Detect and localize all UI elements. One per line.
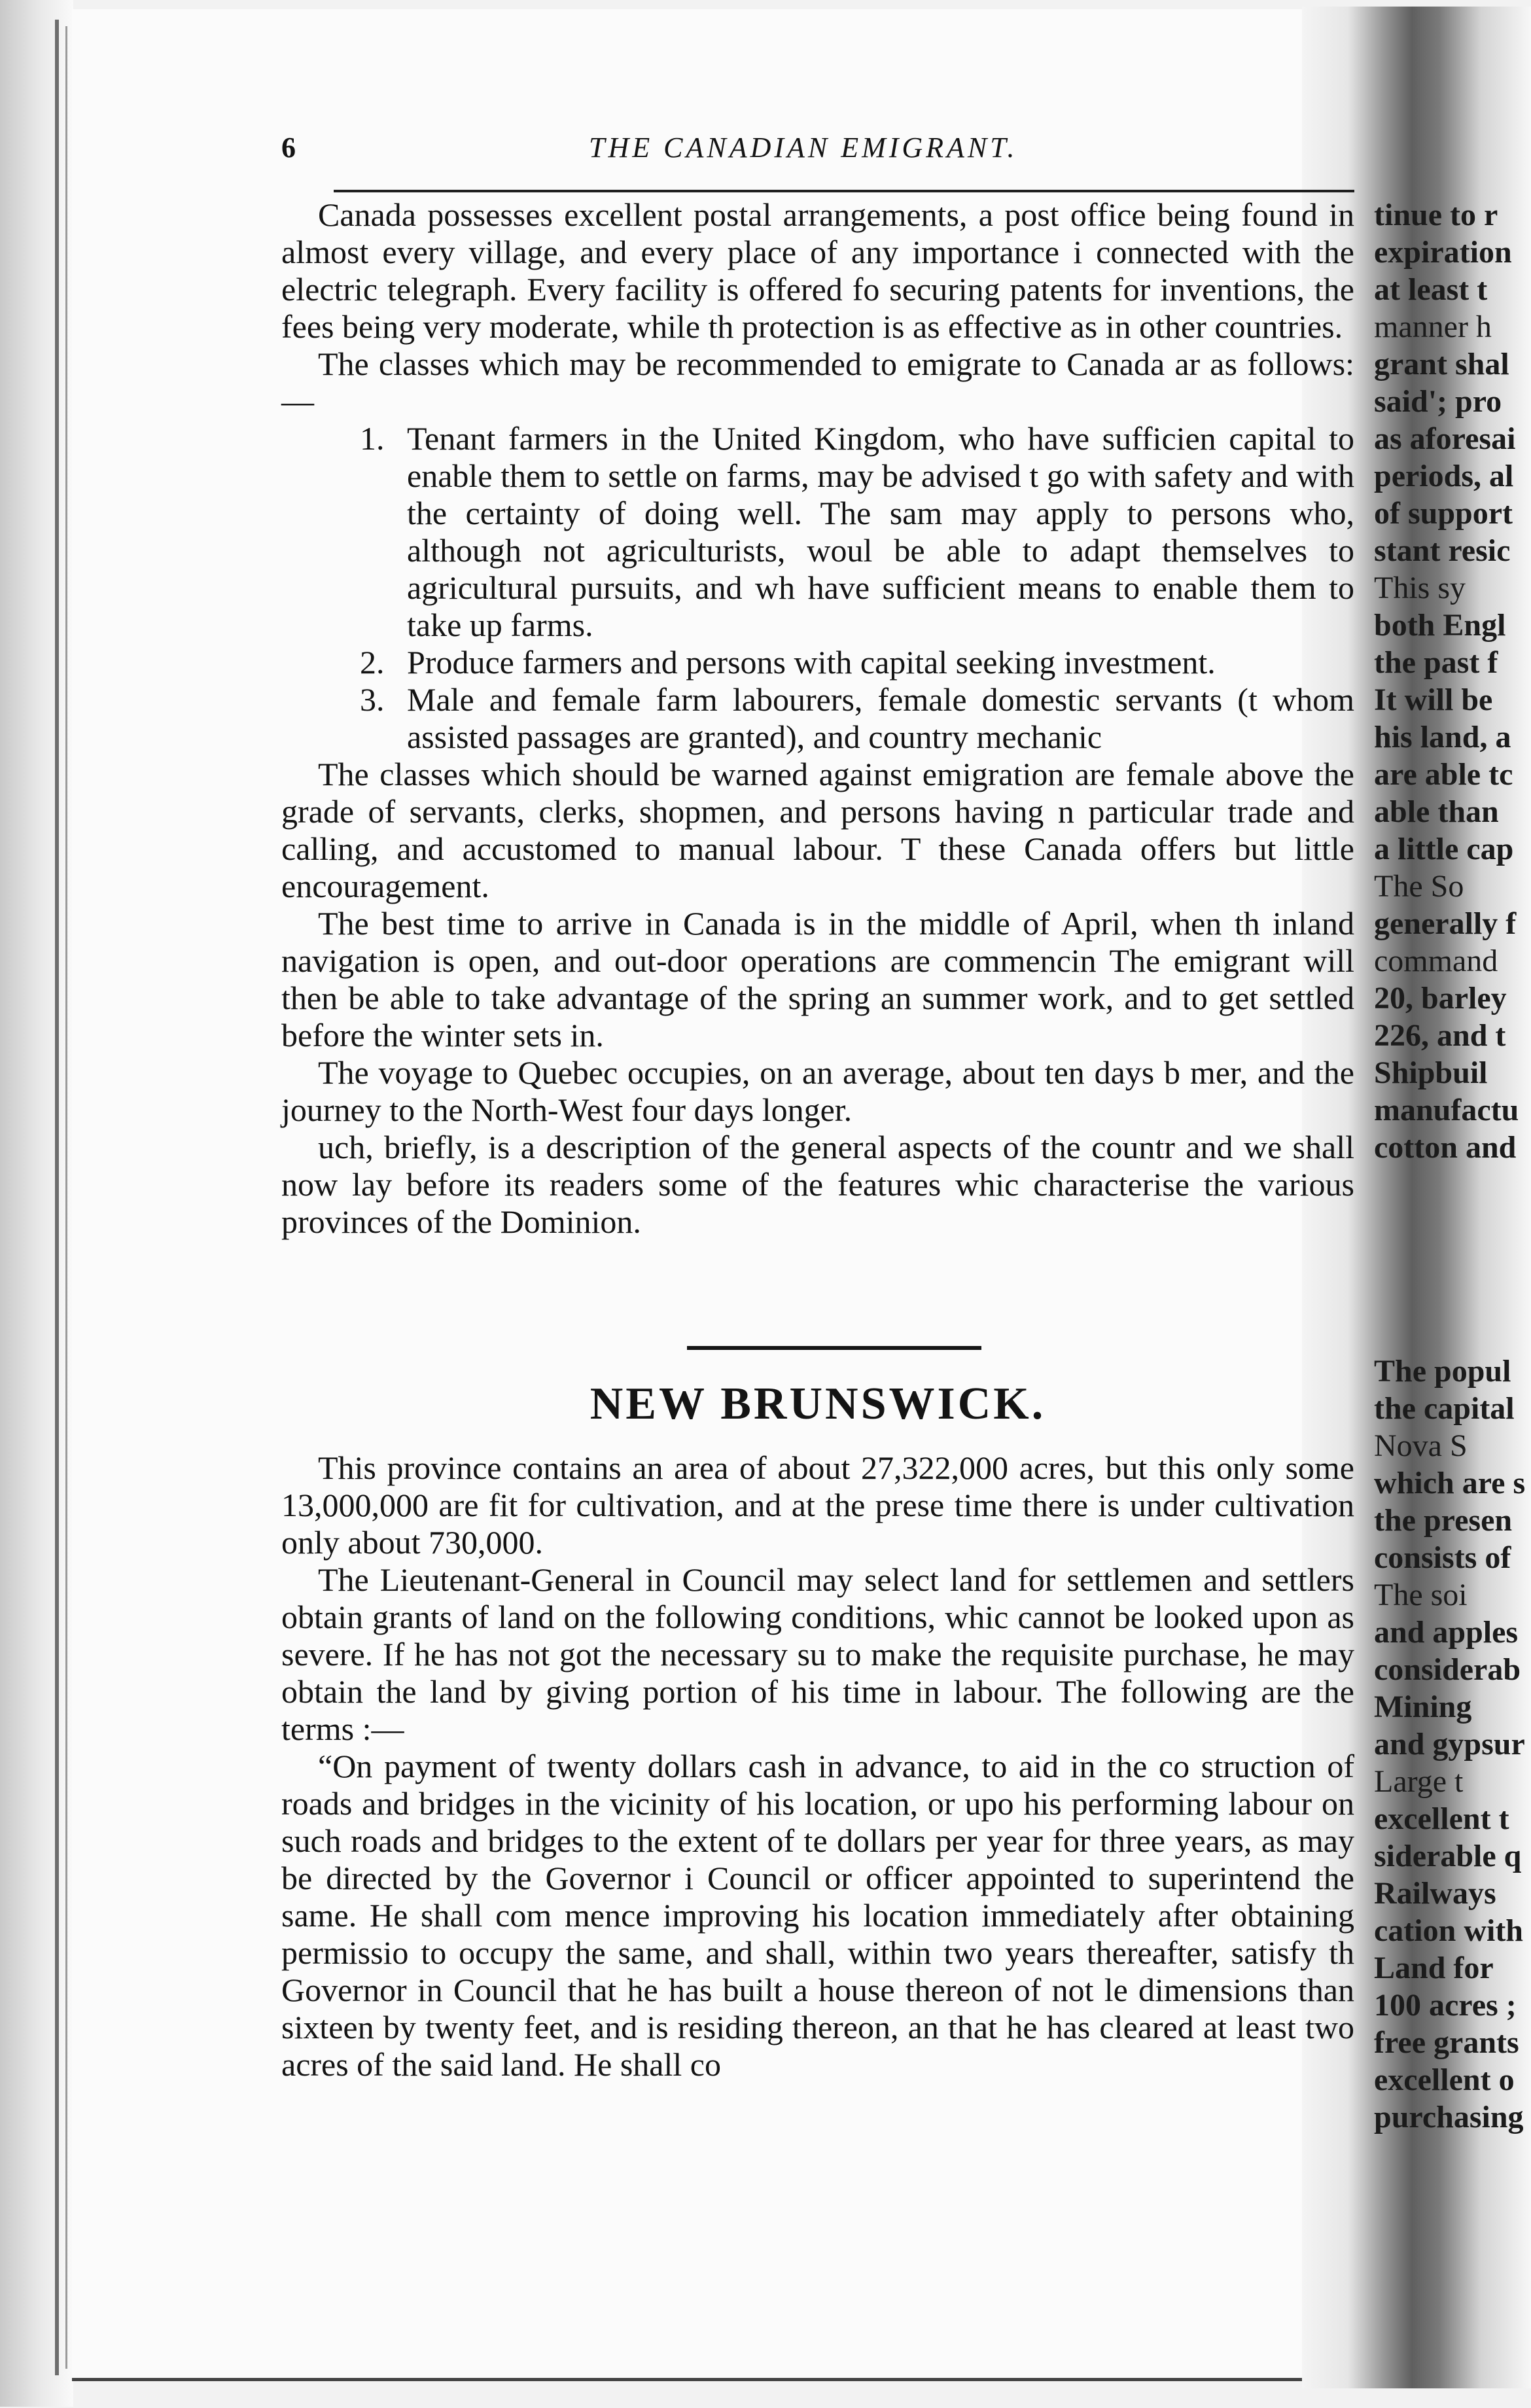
- adjacent-page-line: and gypsur: [1374, 1727, 1525, 1762]
- paragraph-warned: The classes which should be warned against emigration are female above the grade of servants, clerks, shopmen, and persons having n particular trade and calling, and accustomed to manual labour. T these Canada offers but little encouragement.: [281, 756, 1354, 904]
- adjacent-page-line: periods, al: [1374, 459, 1514, 493]
- adjacent-page-line: This sy: [1374, 571, 1466, 605]
- adjacent-page-line: able than: [1374, 794, 1499, 829]
- adjacent-page-line: Large t: [1374, 1764, 1464, 1799]
- adjacent-page-line: 20, barley: [1374, 981, 1507, 1016]
- adjacent-page-line: cation with: [1374, 1913, 1523, 1948]
- adjacent-page-line: excellent o: [1374, 2063, 1515, 2097]
- adjacent-page-line: are able tc: [1374, 757, 1513, 792]
- scan-margin-left: [0, 0, 73, 2407]
- adjacent-page-line: the presen: [1374, 1503, 1513, 1538]
- adjacent-page-line: consists of: [1374, 1540, 1511, 1575]
- adjacent-page-line: a little cap: [1374, 832, 1514, 866]
- list-item-1: [281, 420, 1354, 644]
- page-number: 6: [281, 132, 296, 164]
- adjacent-page-line: manner h: [1374, 310, 1492, 344]
- list-number-2: 2.: [360, 644, 385, 681]
- header-rule: [334, 190, 1354, 192]
- adjacent-page-line: [1374, 1315, 1531, 1353]
- adjacent-page-line: [1374, 1241, 1531, 1278]
- adjacent-page-line: The So: [1374, 869, 1464, 904]
- paragraph-area: This province contains an area of about 27,322,000 acres, but this only some 13,000,000 are fit for cultivation, and at the prese time there is under cultivation only about 730,000.: [281, 1449, 1354, 1561]
- page-edge-rule: [1369, 13, 1370, 2362]
- list-text-2: Produce farmers and persons with capital seeking investment.: [407, 644, 1216, 681]
- section-heading: NEW BRUNSWICK.: [590, 1379, 1046, 1429]
- adjacent-page-line: manufactu: [1374, 1093, 1519, 1127]
- adjacent-page-line: and apples: [1374, 1615, 1519, 1650]
- paragraph-grants: The Lieutenant-General in Council may select land for settlemen and settlers obtain grants of land on the following conditions, whic cannot be looked upon as severe. If he has not got the necessary su to make the requisite purchase, he may obtain the land by giving portion of his time in labour. The following are the terms :—: [281, 1561, 1354, 1747]
- section-text: [281, 1449, 1354, 2083]
- list-number-3: 3.: [360, 681, 385, 718]
- adjacent-page-line: Land for: [1374, 1951, 1494, 1985]
- adjacent-page-line: as aforesai: [1374, 421, 1516, 456]
- adjacent-page-line: said'; pro: [1374, 384, 1502, 419]
- adjacent-page-line: command: [1374, 944, 1498, 978]
- list-number-1: 1.: [360, 420, 385, 457]
- running-title: THE CANADIAN EMIGRANT.: [589, 132, 1018, 164]
- adjacent-page-line: [1374, 1166, 1531, 1203]
- adjacent-page-line: which are s: [1374, 1466, 1526, 1500]
- adjacent-page-column: [1374, 196, 1531, 2408]
- adjacent-page-line: siderable q: [1374, 1839, 1522, 1873]
- adjacent-page-line: of support: [1374, 496, 1513, 531]
- adjacent-page-line: free grants: [1374, 2025, 1519, 2060]
- adjacent-page-line: both Engl: [1374, 608, 1506, 643]
- scan-binding-line: [55, 20, 59, 2375]
- list-item-3: [281, 681, 1354, 756]
- paragraph-postal: Canada possesses excellent postal arrangements, a post office being found in almost every village, and every place of any importance i connected with the electric telegraph. Every facility is offered fo securing patents for inventions, the fees being very moderate, while th protection is as effective as in other countries.: [281, 196, 1354, 345]
- adjacent-page-line: It will be: [1374, 682, 1493, 717]
- paragraph-terms: “On payment of twenty dollars cash in advance, to aid in the co struction of roads and bridges in the vicinity of his location, or upo his performing labour on such roads and bridges to the extent of te dollars per year for three years, as may be directed by the Governor i Council or officer appointed to superintend the same. He shall com mence improving his location immediately after obtaining permissio to occupy the same, and shall, within two years thereafter, satisfy th Governor in Council that he has built a house thereon of not le dimensions than sixteen by twenty feet, and is residing thereon, an that he has cleared at least two acres of the said land. He shall co: [281, 1748, 1354, 2083]
- running-head: [281, 131, 1354, 170]
- paragraph-voyage: The voyage to Quebec occupies, on an average, about ten days b mer, and the journey to the North-West four days longer.: [281, 1054, 1354, 1128]
- scan-binding-line-secondary: [65, 26, 67, 2369]
- adjacent-page-line: grant shal: [1374, 347, 1509, 381]
- adjacent-page-line: Railways: [1374, 1876, 1496, 1911]
- adjacent-page-line: cotton and: [1374, 1130, 1517, 1165]
- adjacent-page-line: purchasing: [1374, 2100, 1524, 2134]
- adjacent-page-line: Mining: [1374, 1690, 1472, 1724]
- adjacent-page-line: at least t: [1374, 272, 1488, 307]
- adjacent-page-line: 226, and t: [1374, 1018, 1506, 1053]
- list-text-1: Tenant farmers in the United Kingdom, who have sufficien capital to enable them to settle on farms, may be advised t go with safety and with the certainty of doing well. The sam may apply to persons who, although not agriculturists, woul be able to adapt themselves to agricultural pursuits, and wh have sufficient means to enable them to take up farms.: [407, 420, 1354, 643]
- adjacent-page-line: considerab: [1374, 1652, 1521, 1687]
- main-text: [281, 196, 1354, 1241]
- adjacent-page-line: generally f: [1374, 906, 1517, 941]
- paragraph-best-time: The best time to arrive in Canada is in the middle of April, when th inland navigation is open, and out-door operations are commencin The emigrant will then be able to take advantage of the spring an summer work, and to get settled before the winter sets in.: [281, 905, 1354, 1054]
- adjacent-page-line: his land, a: [1374, 720, 1511, 754]
- adjacent-page-line: The popul: [1374, 1354, 1511, 1389]
- adjacent-page-line: the capital: [1374, 1391, 1515, 1426]
- adjacent-page-line: expiration: [1374, 235, 1512, 270]
- adjacent-page-line: [1374, 1203, 1531, 1241]
- adjacent-page-line: Nova S: [1374, 1428, 1468, 1463]
- adjacent-page-line: stant resic: [1374, 533, 1511, 568]
- adjacent-page-line: excellent t: [1374, 1801, 1509, 1836]
- section-divider: [687, 1346, 981, 1350]
- adjacent-page-line: The soi: [1374, 1578, 1468, 1612]
- paragraph-description: uch, briefly, is a description of the general aspects of the countr and we shall now lay before its readers some of the features whic characterise the various provinces of the Dominion.: [281, 1129, 1354, 1240]
- list-item-2: [281, 644, 1354, 681]
- adjacent-page-line: [1374, 1278, 1531, 1315]
- list-text-3: Male and female farm labourers, female domestic servants (t whom assisted passages are granted), and country mechanic: [407, 681, 1354, 755]
- adjacent-page-line: Shipbuil: [1374, 1055, 1488, 1090]
- adjacent-page-line: 100 acres ;: [1374, 1988, 1517, 2023]
- adjacent-page-line: the past f: [1374, 645, 1498, 680]
- paragraph-classes-intro: The classes which may be recommended to emigrate to Canada ar as follows:—: [281, 345, 1354, 419]
- adjacent-page-line: tinue to r: [1374, 198, 1498, 232]
